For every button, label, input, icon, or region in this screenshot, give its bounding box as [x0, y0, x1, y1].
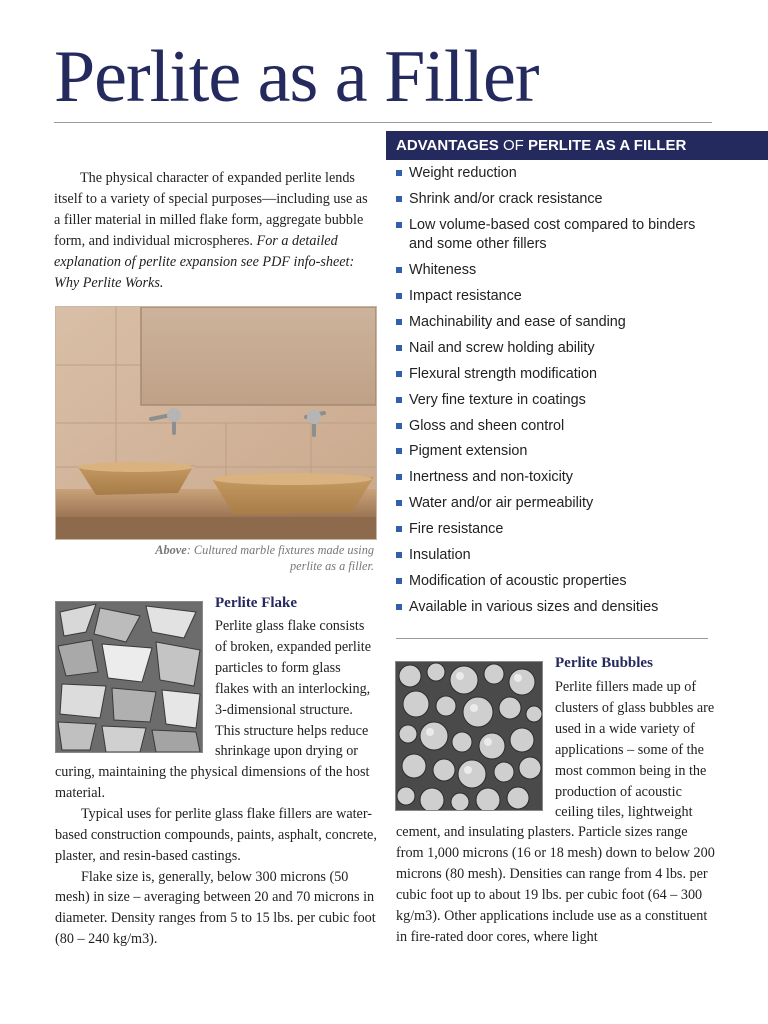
perlite-bubbles-photo: [395, 661, 543, 811]
advantages-header-a: ADVANTAGES: [396, 137, 499, 154]
list-item: [396, 520, 716, 540]
list-item: [396, 391, 716, 411]
perlite-flake-uses: Typical uses for perlite glass flake fillers are water-based construction compounds, paints, asphalt, concrete, plaster, and resin-based castings.: [55, 805, 377, 864]
bullet-square-icon: [396, 222, 402, 228]
title-divider: [54, 122, 712, 123]
list-item-label: Insulation: [409, 546, 471, 563]
list-item: [396, 442, 716, 462]
bullet-square-icon: [396, 345, 402, 351]
list-item: [396, 365, 716, 385]
list-item: [396, 164, 716, 184]
bullet-square-icon: [396, 293, 402, 299]
list-item-label: Pigment extension: [409, 443, 528, 460]
advantages-header: [386, 131, 768, 160]
list-item-label: Available in various sizes and densities: [409, 598, 659, 615]
perlite-bubbles-text: cement, and insulating plasters. Particle sizes range from 1,000 microns (16 or 18 mesh) down to below 200 microns (80 mesh). Densities can range from 4 lbs. per cubic foot up to about 19 lbs. per cubic foot (64 – 300 kg/m3). Other applications include use as a constituent in fire-rated door cores, where light: [396, 824, 715, 945]
bathroom-sinks-illustration: [56, 307, 376, 539]
list-item-label: Whiteness: [409, 262, 477, 279]
perlite-bubbles-texture: [396, 662, 542, 810]
bullet-square-icon: [396, 448, 402, 454]
list-item: [396, 287, 716, 307]
caption-label: Above: [155, 543, 187, 557]
list-item-label: Weight reduction: [409, 165, 517, 181]
bullet-square-icon: [396, 474, 402, 480]
bullet-square-icon: [396, 267, 402, 273]
advantages-list: [396, 164, 716, 624]
bullet-square-icon: [396, 397, 402, 403]
advantages-header-c: PERLITE AS A FILLER: [527, 137, 687, 154]
bullet-square-icon: [396, 423, 402, 429]
caption-text: : Cultured marble fixtures made using perlite as a filler.: [186, 543, 374, 573]
list-item: [396, 546, 716, 566]
list-item-label: Shrink and/or crack resistance: [409, 190, 603, 207]
list-item: [396, 468, 716, 488]
cultured-marble-photo: [55, 306, 377, 540]
list-item-label: Very fine texture in coatings: [409, 391, 586, 408]
list-item: [396, 339, 716, 359]
list-item-label: Impact resistance: [409, 288, 522, 305]
perlite-flake-text-wrap: Perlite glass flake consists of broken, expanded perlite particles to form glass flakes with an interlocking, 3-dimensional structure. This structure helps reduce shrinkage upon drying or: [215, 618, 372, 760]
list-item: [396, 313, 716, 333]
bullet-square-icon: [396, 552, 402, 558]
section-divider: [396, 638, 708, 639]
list-item-label: Inertness and non-toxicity: [409, 469, 573, 486]
bullet-square-icon: [396, 578, 402, 584]
bullet-square-icon: [396, 604, 402, 610]
list-item: [396, 598, 716, 618]
intro-reference: For a detailed explanation of perlite expansion see PDF info-sheet: Why Perlite Works.: [54, 233, 355, 291]
list-item-label: Flexural strength modification: [409, 365, 597, 382]
perlite-flake-photo: [55, 601, 203, 753]
advantages-header-b: OF: [498, 137, 528, 154]
page-title: Perlite as a Filler: [54, 36, 539, 118]
bullet-square-icon: [396, 319, 402, 325]
list-item-label: Gloss and sheen control: [409, 417, 565, 434]
perlite-bubbles-text-wrap: Perlite fillers made up of clusters of glass bubbles are used in a wide variety of applications – some of the most common being in the production of acoustic ceiling tiles, lightweight: [555, 679, 715, 821]
list-item: [396, 572, 716, 592]
list-item-label: Nail and screw holding ability: [409, 339, 595, 356]
perlite-flake-size: Flake size is, generally, below 300 microns (50 mesh) in size – averaging between 20 and 70 microns in diameter. Density ranges from 5 to 15 lbs. per cubic foot (80 – 240 kg/m3).: [55, 868, 376, 948]
bullet-square-icon: [396, 500, 402, 506]
list-item-label: Low volume-based cost compared to binders and some other fillers: [409, 216, 696, 253]
perlite-flake-texture: [56, 602, 202, 752]
bullet-square-icon: [396, 170, 402, 176]
perlite-flake-text-continued: curing, maintaining the physical dimensions of the host material.: [55, 764, 370, 801]
perlite-bubbles-heading: Perlite Bubbles: [555, 655, 653, 671]
bullet-square-icon: [396, 526, 402, 532]
list-item: [396, 190, 716, 210]
bullet-square-icon: [396, 371, 402, 377]
list-item-label: Water and/or air permeability: [409, 495, 594, 512]
list-item-label: Fire resistance: [409, 521, 504, 538]
list-item: [396, 216, 716, 255]
intro-paragraph: [54, 168, 374, 294]
bullet-square-icon: [396, 196, 402, 202]
list-item-label: Machinability and ease of sanding: [409, 313, 626, 330]
list-item: [396, 494, 716, 514]
list-item: [396, 261, 716, 281]
intro-text: The physical character of expanded perlite lends itself to a variety of special purposes—including use as a filler material in milled flake form, aggregate bubble form, and individual microspheres.: [54, 170, 368, 249]
perlite-flake-text: [55, 762, 377, 950]
list-item: [396, 417, 716, 437]
perlite-flake-heading: Perlite Flake: [215, 595, 298, 611]
photo-caption: [140, 542, 374, 574]
list-item-label: Modification of acoustic properties: [409, 572, 627, 589]
